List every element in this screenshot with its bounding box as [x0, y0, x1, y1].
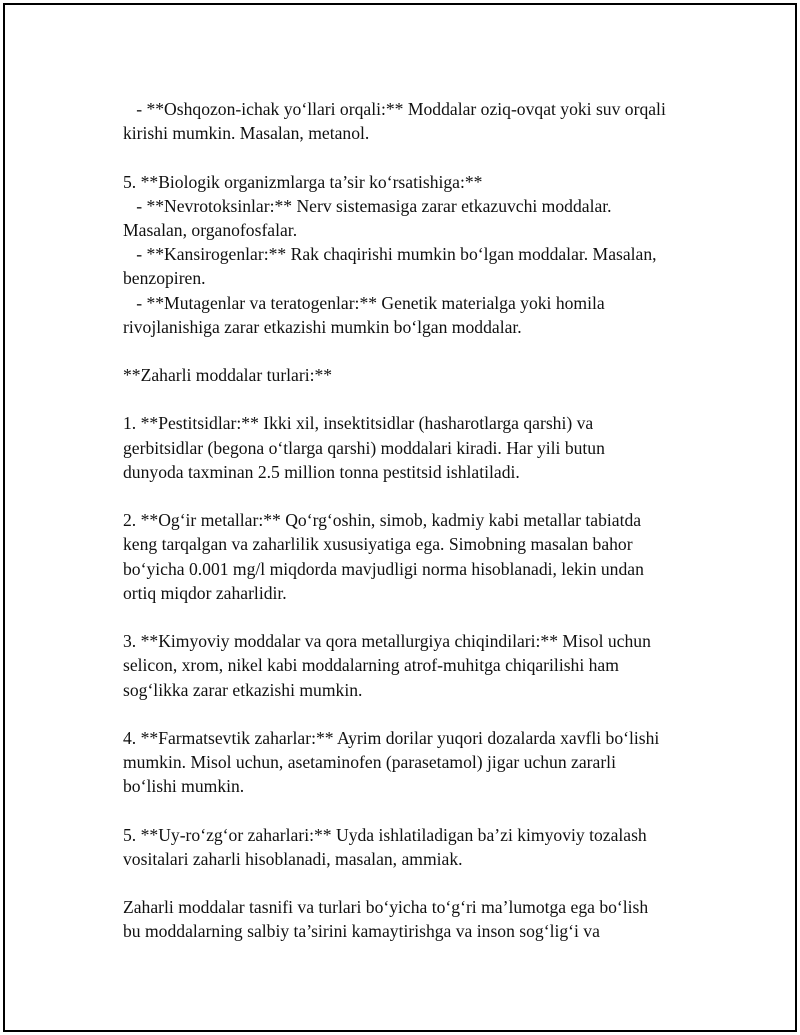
text-line: Masalan, organofosfalar.: [123, 219, 298, 240]
paragraph: [123, 411, 703, 484]
paragraph-gap: [123, 145, 703, 169]
text-line: mumkin. Misol uchun, asetaminofen (parasetamol) jigar uchun zararli: [123, 752, 616, 773]
text-line: rivojlanishiga zarar etkazishi mumkin bo‘lgan moddalar.: [123, 316, 522, 337]
paragraph: [123, 363, 703, 387]
text-line: keng tarqalgan va zaharlilik xususiyatiga ega. Simobning masalan bahor: [123, 534, 633, 555]
text-line: sog‘likka zarar etkazishi mumkin.: [123, 679, 363, 700]
text-line: bo‘yicha 0.001 mg/l miqdorda mavjudligi norma hisoblanadi, lekin undan: [123, 558, 644, 579]
text-line: 2. **Og‘ir metallar:** Qo‘rg‘oshin, simob, kadmiy kabi metallar tabiatda: [123, 510, 642, 531]
text-line: - **Kansirogenlar:** Rak chaqirishi mumkin bo‘lgan moddalar. Masalan,: [123, 244, 657, 265]
text-line: Zaharli moddalar tasnifi va turlari bo‘yicha to‘g‘ri ma’lumotga ega bo‘lish: [123, 897, 649, 918]
paragraph-gap: [123, 702, 703, 726]
paragraph-gap: [123, 339, 703, 363]
paragraph: [123, 629, 703, 702]
text-line: - **Mutagenlar va teratogenlar:** Genetik materialga yoki homila: [123, 292, 605, 313]
text-line: vositalari zaharli hisoblanadi, masalan, ammiak.: [123, 848, 463, 869]
text-line: bu moddalarning salbiy ta’sirini kamaytirishga va inson sog‘lig‘i va: [123, 921, 600, 942]
paragraph-gap: [123, 871, 703, 895]
text-line: 3. **Kimyoviy moddalar va qora metallurgiya chiqindilari:** Misol uchun: [123, 631, 651, 652]
page-frame: [3, 3, 797, 1032]
text-line: selicon, xrom, nikel kabi moddalarning atrof-muhitga chiqarilishi ham: [123, 655, 619, 676]
paragraph: [123, 170, 703, 339]
paragraph: [123, 823, 703, 871]
text-line: - **Oshqozon-ichak yo‘llari orqali:** Moddalar oziq-ovqat yoki suv orqali: [123, 99, 666, 119]
text-line: bo‘lishi mumkin.: [123, 776, 245, 797]
paragraph: [123, 97, 703, 145]
text-line: 5. **Biologik organizmlarga ta’sir ko‘rsatishiga:**: [123, 171, 483, 192]
paragraph-gap: [123, 798, 703, 822]
text-line: 1. **Pestitsidlar:** Ikki xil, insektitsidlar (hasharotlarga qarshi) va: [123, 413, 594, 434]
paragraph-gap: [123, 484, 703, 508]
paragraph: [123, 508, 703, 605]
text-line: 5. **Uy-ro‘zg‘or zaharlari:** Uyda ishlatiladigan ba’zi kimyoviy tozalash: [123, 824, 647, 845]
text-line: 4. **Farmatsevtik zaharlar:** Ayrim dorilar yuqori dozalarda xavfli bo‘lishi: [123, 727, 660, 748]
paragraph-gap: [123, 387, 703, 411]
paragraph: [123, 726, 703, 799]
paragraph: [123, 895, 703, 943]
text-line: dunyoda taxminan 2.5 million tonna pestitsid ishlatiladi.: [123, 461, 520, 482]
paragraph-gap: [123, 605, 703, 629]
text-line: kirishi mumkin. Masalan, metanol.: [123, 123, 370, 144]
document-body: [123, 97, 703, 944]
text-line: - **Nevrotoksinlar:** Nerv sistemasiga zarar etkazuvchi moddalar.: [123, 195, 612, 216]
text-line: **Zaharli moddalar turlari:**: [123, 365, 333, 386]
text-line: benzopiren.: [123, 268, 206, 289]
text-line: gerbitsidlar (begona o‘tlarga qarshi) moddalari kiradi. Har yili butun: [123, 437, 605, 458]
text-line: ortiq miqdor zaharlidir.: [123, 582, 287, 603]
